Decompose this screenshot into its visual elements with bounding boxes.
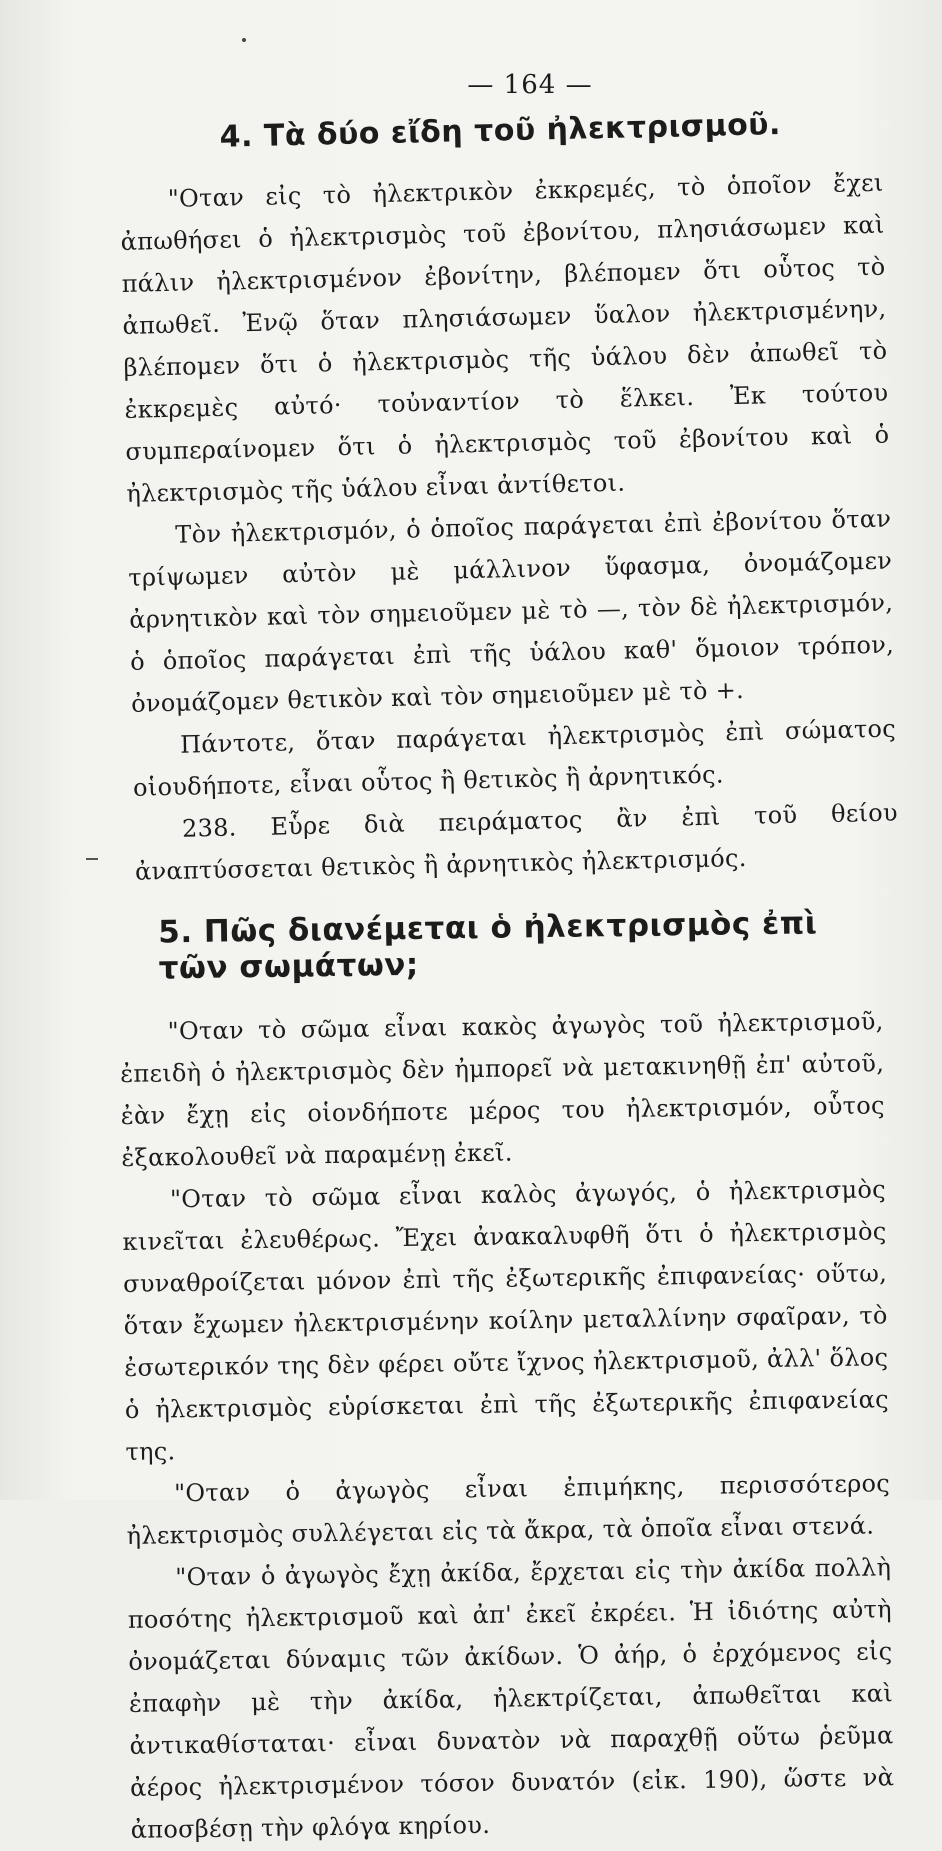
page-number: — 164 — [467, 70, 593, 100]
margin-mark [86, 858, 98, 860]
section-4-title: 4. Τὰ δύο εἴδη τοῦ ἠλεκτρισμοῦ. [219, 106, 782, 155]
section-4-paragraph-3: Πάντοτε, ὅταν παράγεται ἠλεκτρισμὸς ἐπὶ σώματος οἱουδήποτε, εἶναι οὗτος ἢ θετικὸς ἢ ἀρνητικός. [132, 714, 897, 802]
exercise-238: 238. Εὗρε διὰ πειράματος ἂν ἐπὶ τοῦ θείου ἀναπτύσσεται θετικὸς ἢ ἀρνητικὸς ἠλεκτρισμός. [134, 798, 899, 886]
section-5-title: 5. Πῶς διανέμεται ὁ ἠλεκτρισμὸς ἐπὶ τῶν σωμάτων; [157, 905, 818, 987]
section-4-paragraph-1: "Οταν εἰς τὸ ἠλεκτρικὸν ἐκκρεμές, τὸ ὁποῖον ἔχει ἀπωθήσει ὁ ἠλεκτρισμὸς τοῦ ἐβονίτου, πλησιάσωμεν καὶ πάλιν ἠλεκτρισμένον ἐβονίτην, βλέπομεν ὅτι οὗτος τὸ ἀπωθεῖ. Ἐνῷ ὅταν πλησιάσωμεν ὕαλον ἠλεκτρισμένην, βλέπομεν ὅτι ὁ ἠλεκτρισμὸς τῆς ὑάλου δὲν ἀπωθεῖ τὸ ἐκκρεμὲς αὐτό· τοὐναντίον τὸ ἕλκει. Ἐκ τούτου συμπεραίνομεν ὅτι ὁ ἠλεκτρισμὸς τοῦ ἐβονίτου καὶ ὁ ἠλεκτρισμὸς τῆς ὑάλου εἶναι ἀντίθετοι. [120, 168, 890, 508]
section-4 [118, 105, 899, 893]
section-5 [118, 904, 895, 1851]
section-5-paragraph-1: "Οταν τὸ σῶμα εἶναι κακὸς ἀγωγὸς τοῦ ἠλεκτρισμοῦ, ἐπειδὴ ὁ ἠλεκτρισμὸς δὲν ἠμπορεῖ νὰ μετακινηθῇ ἐπ' αὐτοῦ, ἐὰν ἔχῃ εἰς οἱονδήποτε μέρος του ἠλεκτρισμόν, οὗτος ἐξακολουθεῖ νὰ παραμένῃ ἐκεῖ. [120, 1007, 885, 1172]
section-5-paragraph-3: "Οταν ὁ ἀγωγὸς εἶναι ἐπιμήκης, περισσότερος ἠλεκτρισμὸς συλλέγεται εἰς τὰ ἄκρα, τὰ ὁποῖα εἶναι στενά. [126, 1469, 891, 1550]
section-5-paragraph-2: "Οταν τὸ σῶμα εἶναι καλὸς ἀγωγός, ὁ ἠλεκτρισμὸς κινεῖται ἐλευθέρως. Ἔχει ἀνακαλυφθῆ ὅτι ὁ ἠλεκτρισμὸς συναθροίζεται μόνον ἐπὶ τῆς ἐξωτερικῆς ἐπιφανείας· οὕτω, ὅταν ἔχωμεν ἠλεκτρισμένην κοίλην μεταλλίνην σφαῖραν, τὸ ἐσωτερικόν της δὲν φέρει οὔτε ἴχνος ἠλεκτρισμοῦ, ἀλλ' ὅλος ὁ ἠλεκτρισμὸς εὑρίσκεται ἐπὶ τῆς ἐξωτερικῆς ἐπιφανείας της. [122, 1175, 890, 1466]
print-speck [242, 38, 246, 42]
section-5-paragraph-4: "Οταν ὁ ἀγωγὸς ἔχῃ ἀκίδα, ἔρχεται εἰς τὴν ἀκίδα πολλὴ ποσότης ἠλεκτρισμοῦ καὶ ἀπ' ἐκεῖ ἐκρέει. Ἡ ἰδιότης αὐτὴ ὀνομάζεται δύναμις τῶν ἀκίδων. Ὁ ἀήρ, ὁ ἐρχόμενος εἰς ἐπαφὴν μὲ τὴν ἀκίδα, ἠλεκτρίζεται, ἀπωθεῖται καὶ ἀντικαθίσταται· εἶναι δυνατὸν νὰ παραχθῇ οὕτω ῥεῦμα ἀέρος ἠλεκτρισμένον τόσον δυνατόν (εἰκ. 190), ὥστε νὰ ἀποσβέσῃ τὴν φλόγα κηρίου. [127, 1553, 895, 1844]
section-4-paragraph-2: Τὸν ἠλεκτρισμόν, ὁ ὁποῖος παράγεται ἐπὶ ἐβονίτου ὅταν τρίψωμεν αὐτὸν μὲ μάλλινον ὕφασμα, ὀνομάζομεν ἀρνητικὸν καὶ τὸν σημειοῦμεν μὲ τὸ —, τὸν δὲ ἠλεκτρισμόν, ὁ ὁποῖος παράγεται ἐπὶ τῆς ὑάλου καθ' ὅμοιον τρόπον, ὀνομάζομεν θετικὸν καὶ τὸν σημειοῦμεν μὲ τὸ +. [128, 504, 895, 718]
